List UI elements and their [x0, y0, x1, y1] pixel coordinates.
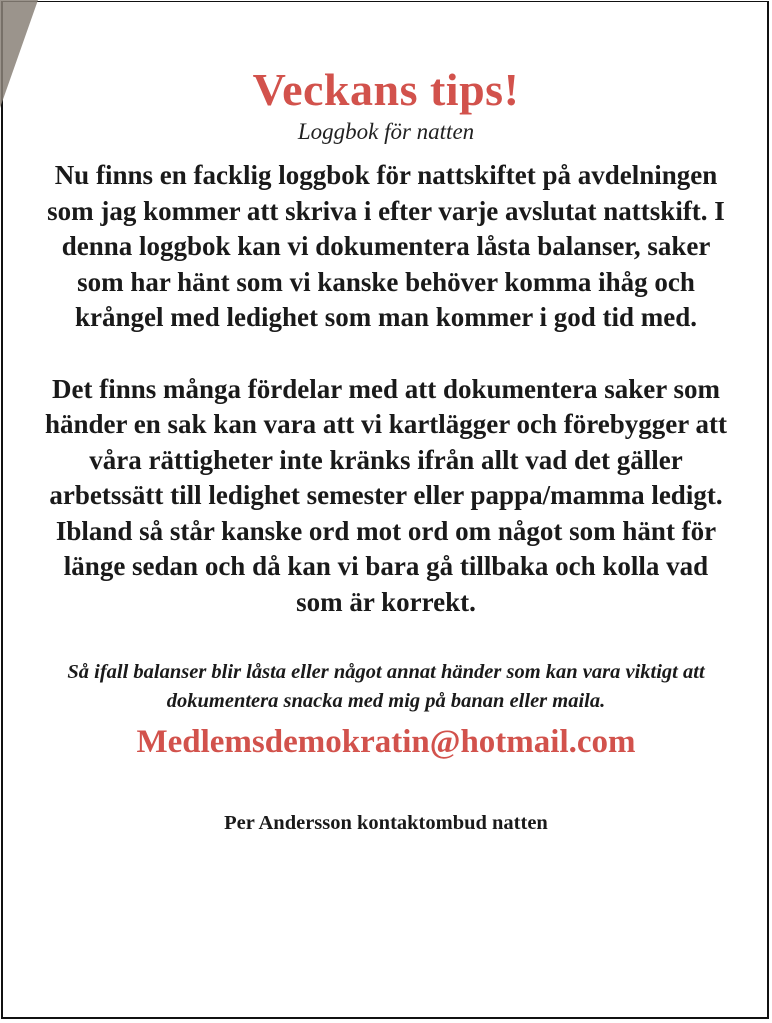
poster-content [40, 62, 732, 836]
signature: Per Andersson kontaktombud natten [224, 812, 548, 834]
poster-title: Veckans tips! [252, 64, 520, 115]
paragraph-documentation-benefits: Det finns många fördelar med att dokumentera saker som händer en sak kan vara att vi kartlägger och förebygger att våra rättigheter inte kränks ifrån allt vad det gäller arbetssätt till ledighet semester eller pappa/mamma ledigt. Ibland så står kanske ord mot ord om något som hänt för länge sedan och då kan vi bara gå tillbaka och kolla vad som är korrekt. [45, 373, 727, 617]
contact-note: Så ifall balanser blir låsta eller något annat händer som kan vara viktigt att dokumentera snacka med mig på banan eller maila. [67, 661, 705, 712]
paragraph-spacer [40, 336, 732, 372]
poster-subtitle: Loggbok för natten [297, 119, 475, 144]
folded-corner-shadow [0, 0, 40, 110]
paragraph-logbook-intro: Nu finns en facklig loggbok för nattskiftet på avdelningen som jag kommer att skriva i efter varje avslutat nattskift. I denna loggbok kan vi dokumentera låsta balanser, saker som har hänt som vi kanske behöver komma ihåg och krångel med ledighet som man kommer i god tid med. [47, 160, 725, 332]
contact-email-link[interactable]: Medlemsdemokratin@hotmail.com [136, 724, 636, 760]
